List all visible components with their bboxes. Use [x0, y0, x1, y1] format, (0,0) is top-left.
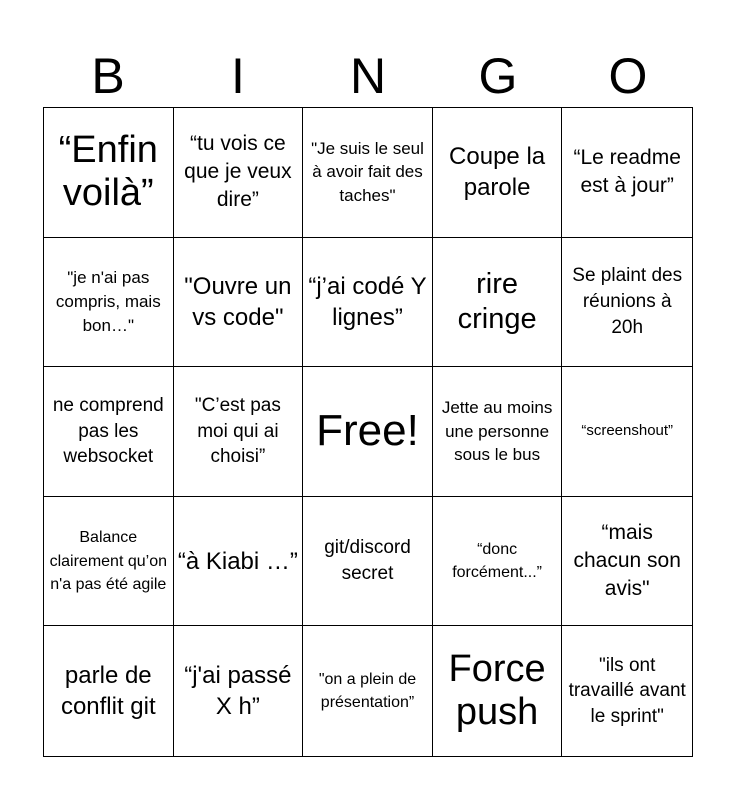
header-letter-i: I: [231, 48, 245, 104]
cell-text: rire cringe: [457, 268, 537, 335]
bingo-cell[interactable]: [303, 497, 433, 627]
bingo-cell[interactable]: [562, 238, 692, 368]
bingo-cell[interactable]: [174, 497, 304, 627]
cell-text: “Enfin voilà”: [58, 128, 158, 215]
bingo-cell[interactable]: [303, 108, 433, 238]
free-space-text: Free!: [316, 406, 419, 456]
bingo-cell[interactable]: [44, 238, 174, 368]
bingo-cell[interactable]: [433, 626, 563, 756]
bingo-board: [43, 107, 693, 757]
cell-text: “donc forcément...”: [452, 540, 542, 582]
bingo-cell[interactable]: [562, 497, 692, 627]
bingo-header: [43, 40, 693, 108]
cell-text: “mais chacun son avis": [573, 520, 681, 601]
bingo-cell[interactable]: [433, 238, 563, 368]
cell-text: “screenshout”: [581, 422, 674, 440]
bingo-cell[interactable]: [174, 367, 304, 497]
cell-text: parle de conflit git: [60, 662, 156, 721]
cell-text: “Le readme est à jour”: [573, 145, 681, 198]
header-letter-b: B: [91, 48, 125, 104]
header-letter-n: N: [349, 48, 387, 104]
cell-text: Coupe la parole: [449, 143, 546, 202]
cell-text: "Ouvre un vs code": [184, 272, 292, 331]
bingo-cell[interactable]: [44, 108, 174, 238]
bingo-cell[interactable]: [44, 497, 174, 627]
cell-text: "Je suis le seul à avoir fait des taches": [311, 138, 424, 206]
bingo-cell[interactable]: [433, 108, 563, 238]
bingo-cell[interactable]: [562, 108, 692, 238]
bingo-cell[interactable]: [174, 626, 304, 756]
bingo-cell[interactable]: [562, 367, 692, 497]
header-letter-g: G: [478, 48, 518, 104]
cell-text: Force push: [448, 647, 546, 734]
cell-text: Se plaint des réunions à 20h: [572, 265, 683, 338]
cell-text: “tu vois ce que je veux dire”: [184, 131, 292, 212]
cell-text: ne comprend pas les websocket: [52, 395, 164, 468]
cell-text: “j’ai codé Y lignes”: [308, 272, 427, 331]
bingo-cell[interactable]: [433, 367, 563, 497]
bingo-cell[interactable]: [174, 108, 304, 238]
header-letter-o: O: [608, 48, 648, 104]
cell-text: Balance clairement qu’on n'a pas été agile: [49, 529, 167, 593]
cell-text: "on a plein de présentation”: [318, 671, 417, 712]
bingo-cell[interactable]: [303, 238, 433, 368]
cell-text: “à Kiabi …”: [177, 547, 298, 575]
bingo-cell[interactable]: [303, 626, 433, 756]
bingo-cell[interactable]: [174, 238, 304, 368]
cell-text: git/discord secret: [324, 537, 411, 585]
bingo-cell[interactable]: [44, 367, 174, 497]
cell-text: “j'ai passé X h”: [184, 662, 292, 721]
cell-text: "je n'ai pas compris, mais bon…": [55, 268, 161, 335]
cell-text: Jette au moins une personne sous le bus: [441, 397, 553, 465]
cell-text: "C’est pas moi qui ai choisi”: [194, 395, 281, 468]
bingo-cell[interactable]: [433, 497, 563, 627]
bingo-cell[interactable]: [44, 626, 174, 756]
cell-text: "ils ont travaillé avant le sprint": [568, 654, 686, 728]
bingo-cell free-space[interactable]: [303, 367, 433, 497]
bingo-cell[interactable]: [562, 626, 692, 756]
